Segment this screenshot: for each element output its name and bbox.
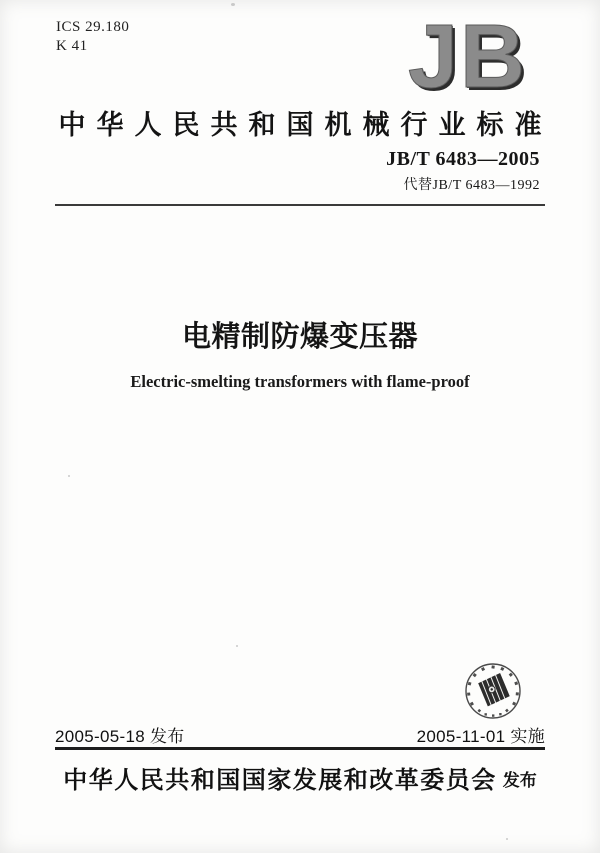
- document-title-cn: 电精制防爆变压器: [181, 321, 418, 353]
- replaces-note: 代替JB/T 6483—1992: [403, 178, 540, 193]
- effective-date: 2005-11-01 实施: [416, 727, 545, 746]
- document-title-en: Electric-smelting transformers with flame-proof: [130, 372, 470, 391]
- standard-number-block: [386, 148, 540, 194]
- standard-number: JB/T 6483—2005: [386, 148, 540, 170]
- official-seal-icon: [461, 659, 525, 723]
- standard-type-heading: 中华人民共和国机械行业标准: [58, 110, 553, 140]
- header-divider-rule: [55, 204, 545, 206]
- footer-divider-rule: [55, 747, 545, 750]
- ics-code: ICS 29.180: [56, 19, 130, 35]
- scan-artifact: [231, 3, 235, 6]
- issuer-row: [0, 760, 600, 795]
- issue-date: 2005-05-18 发布: [55, 727, 185, 746]
- issuer-publish-label: 发布: [502, 771, 537, 790]
- dates-row: [55, 722, 545, 747]
- scan-artifact: [236, 645, 238, 647]
- scan-artifact: [506, 838, 508, 840]
- scan-artifact: [68, 475, 70, 477]
- doc-class-code: K 41: [56, 38, 88, 54]
- jb-logo: JB: [408, 7, 528, 107]
- issuer-name: 中华人民共和国国家发展和改革委员会: [63, 767, 497, 794]
- classification-codes: [56, 18, 129, 56]
